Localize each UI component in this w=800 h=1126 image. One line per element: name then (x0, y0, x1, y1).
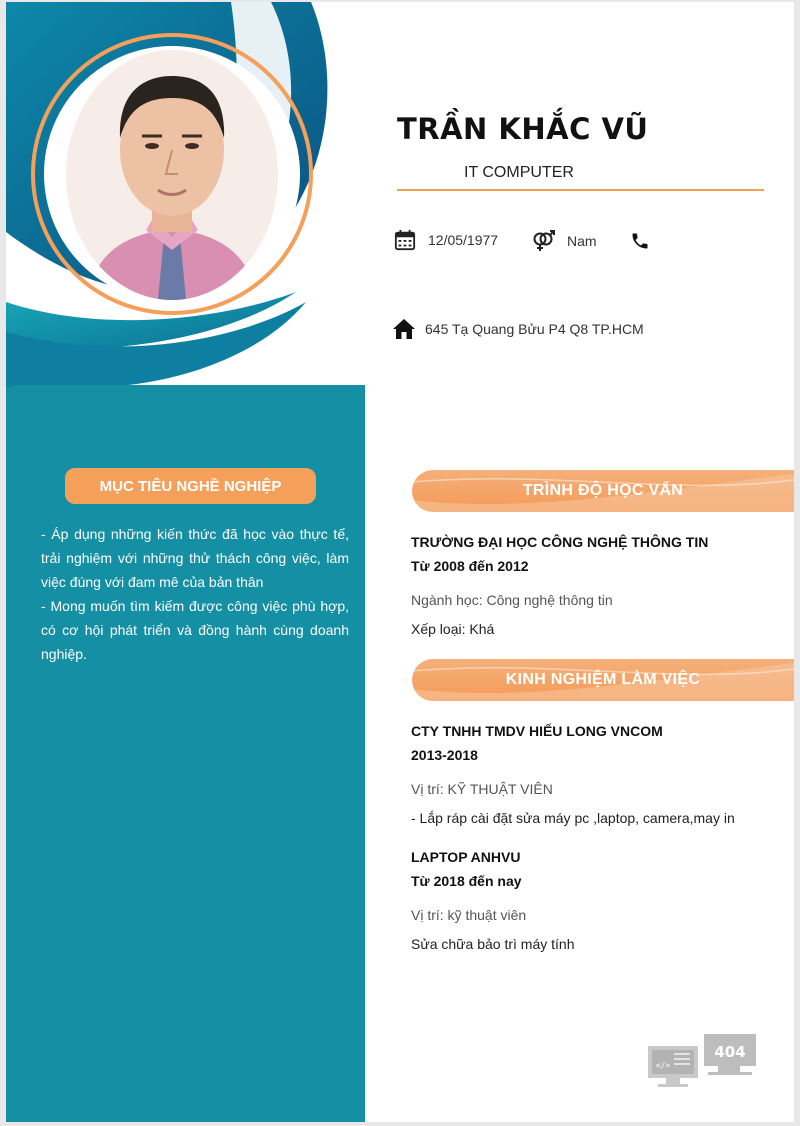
objective-text (41, 522, 349, 666)
gender-icon (532, 230, 556, 252)
profile-photo (66, 50, 278, 300)
gender: Nam (567, 233, 597, 249)
experience-heading-label: KINH NGHIỆM LÀM VIỆC (505, 671, 701, 688)
job-period: 2013-2018 (411, 747, 478, 763)
title-divider (397, 189, 764, 191)
objective-heading: MỤC TIÊU NGHỀ NGHIỆP (65, 468, 316, 504)
calendar-icon (394, 229, 416, 251)
education-major: Ngành học: Công nghệ thông tin (411, 592, 613, 608)
phone-icon (630, 231, 650, 251)
job-company: CTY TNHH TMDV HIẾU LONG VNCOM (411, 723, 663, 739)
school-name: TRƯỜNG ĐẠI HỌC CÔNG NGHỆ THÔNG TIN (411, 534, 709, 550)
job-description: Sửa chữa bảo trì máy tính (411, 936, 575, 952)
error-code: 404 (714, 1043, 746, 1061)
job-company: LAPTOP ANHVU (411, 849, 521, 865)
education-grade: Xếp loại: Khá (411, 621, 495, 637)
home-icon (392, 318, 416, 340)
cv-page (6, 2, 794, 1122)
job-position: Vị trí: KỸ THUẬT VIÊN (411, 781, 553, 797)
code-monitor-icon (648, 1046, 698, 1087)
code-tag: </> (655, 1061, 671, 1070)
education-heading (412, 470, 794, 512)
education-heading-label: TRÌNH ĐỘ HỌC VẤN (522, 482, 684, 499)
experience-heading (412, 659, 794, 701)
phone-row (630, 231, 662, 251)
address: 645 Tạ Quang Bửu P4 Q8 TP.HCM (425, 321, 644, 337)
objective-line: - Mong muốn tìm kiếm được công việc phù hợp, có cơ hội phát triển và đồng hành cùng doanh nghiệp. (41, 598, 349, 662)
gender-row (532, 230, 597, 252)
education-period: Từ 2008 đến 2012 (411, 558, 529, 574)
computer-icons-decoration (648, 1032, 758, 1092)
error-404-monitor-icon (704, 1034, 756, 1075)
birth-date-row (394, 229, 498, 251)
address-row (392, 318, 644, 340)
job-title: IT COMPUTER (464, 164, 574, 181)
job-description: - Lắp ráp cài đặt sửa máy pc ,laptop, camera,may in (411, 810, 735, 826)
birth-date: 12/05/1977 (428, 232, 499, 248)
job-position: Vị trí: kỹ thuật viên (411, 907, 527, 923)
candidate-name: TRẦN KHẮC VŨ (397, 112, 649, 146)
objective-line: - Áp dụng những kiến thức đã học vào thực tế, trải nghiệm với những thử thách công việc, làm việc đúng với đam mê của bản thân (41, 526, 349, 590)
job-period: Từ 2018 đến nay (411, 873, 522, 889)
